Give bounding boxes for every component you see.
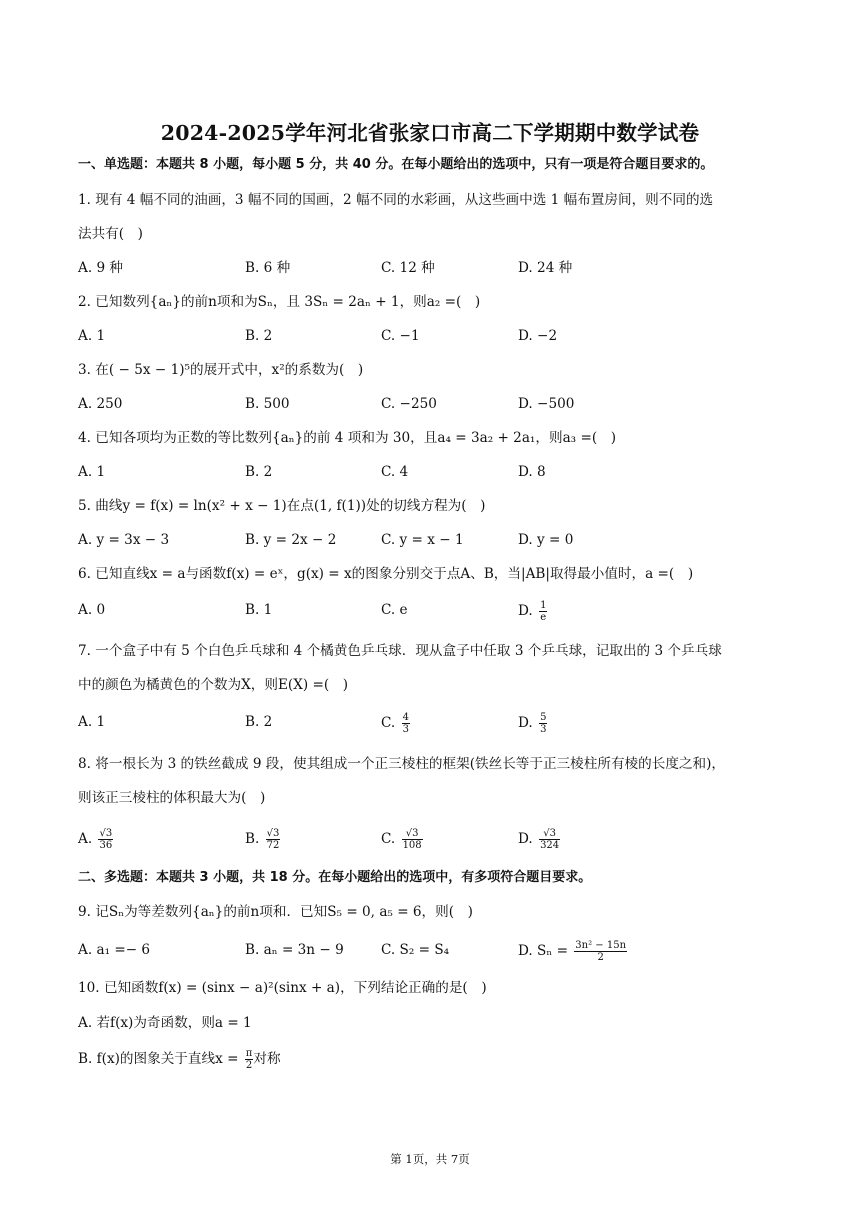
option-d-label: D. Sₙ = [518,943,573,959]
option-b: B. y = 2x − 2 [245,532,337,548]
question-10-option-b [78,1048,281,1071]
question-5-options [0,530,860,552]
option-c [381,828,423,851]
fraction [402,712,410,735]
option-a: A. a₁ =− 6 [78,942,151,958]
fraction [98,828,113,851]
question-7-text-cont: 中的颜色为橘黄色的个数为X，则E(X) =( ) [78,677,349,693]
option-b: B. 2 [245,328,273,344]
numerator: √3 [539,828,560,840]
option-b: B. 2 [245,714,273,730]
option-a: A. 1 [78,714,106,730]
option-a [78,828,113,851]
option-d: D. 8 [518,464,546,480]
option-d: D. y = 0 [518,532,574,548]
fraction [574,940,627,963]
option-b: B. 500 [245,396,290,412]
denominator: 72 [266,840,280,851]
question-3-text: 3. 在( − 5x − 1)⁵的展开式中，x²的系数为( ) [78,362,364,378]
question-8-text-cont: 则该正三棱柱的体积最大为( ) [78,790,266,806]
fraction [266,828,281,851]
question-1-text: 1. 现有 4 幅不同的油画，3 幅不同的国画，2 幅不同的水彩画，从这些画中选 1 幅布置房间，则不同的选 [78,192,714,208]
question-2-text: 2. 已知数列{aₙ}的前n项和为Sₙ，且 3Sₙ = 2aₙ + 1，则a₂ =( ) [78,294,481,310]
option-c: C. 12 种 [381,260,435,276]
option-b-label: B. [245,831,264,847]
question-1-options [0,258,860,280]
fraction [539,712,547,735]
option-d [518,712,547,735]
option-d [518,600,547,623]
question-4-options [0,462,860,484]
option-d [518,940,627,963]
question-1-text-cont: 法共有( ) [78,226,143,242]
option-d: D. −2 [518,328,558,344]
option-c-label: C. [381,715,400,731]
question-10-text: 10. 已知函数f(x) = (sinx − a)²(sinx + a)，下列结论正确的是( ) [78,980,487,996]
section-single-choice-heading: 一、单选题：本题共 8 小题，每小题 5 分，共 40 分。在每小题给出的选项中，只有一项是符合题目要求的。 [78,157,714,172]
question-9-text: 9. 记Sₙ为等差数列{aₙ}的前n项和．已知S₅ = 0, a₅ = 6，则( ) [78,904,473,920]
question-10-option-a: A. 若f(x)为奇函数，则a = 1 [78,1015,252,1031]
option-d: D. −500 [518,396,575,412]
numerator: 5 [540,712,547,723]
numerator: π [245,1048,253,1059]
question-4-text: 4. 已知各项均为正数的等比数列{aₙ}的前 4 项和为 30，且a₄ = 3a₂ + 2a₁，则a₃ =( ) [78,430,617,446]
option-b: B. 2 [245,464,273,480]
option-c: C. e [381,602,408,618]
option-c: C. S₂ = S₄ [381,942,450,958]
numerator: 1 [540,600,547,611]
denominator: 3 [540,724,547,735]
option-c-label: C. [381,831,400,847]
option-c: C. 4 [381,464,409,480]
fraction [539,828,560,851]
question-8-text: 8. 将一根长为 3 的铁丝截成 9 段，使其组成一个正三棱柱的框架(铁丝长等于正三棱柱所有棱的长度之和)， [78,756,726,772]
question-5-text: 5. 曲线y = f(x) = ln(x² + x − 1)在点(1, f(1))处的切线方程为( ) [78,498,486,514]
option-d: D. 24 种 [518,260,573,276]
denominator: 324 [540,840,560,851]
option-a: A. 250 [78,396,123,412]
denominator: 2 [245,1060,253,1071]
numerator: 4 [402,712,409,723]
option-d-label: D. [518,831,538,847]
denominator: 36 [99,840,113,851]
question-2-options [0,326,860,348]
option-a: A. y = 3x − 3 [78,532,170,548]
option-c: C. y = x − 1 [381,532,464,548]
option-c: C. −1 [381,328,420,344]
option-a-label: A. [78,831,97,847]
option-d [518,828,560,851]
page-footer: 第 1页，共 7页 [390,1152,470,1166]
option-a: A. 1 [78,328,106,344]
question-6-options [0,600,860,622]
denominator: 108 [402,840,422,851]
numerator: √3 [402,828,423,840]
option-c: C. −250 [381,396,437,412]
option-b [245,828,280,851]
option-b: B. 1 [245,602,273,618]
question-9-options [0,940,860,962]
section-multi-choice-heading: 二、多选题：本题共 3 小题，共 18 分。在每小题给出的选项中，有多项符合题目要求。 [78,870,592,885]
option-a: A. 0 [78,602,106,618]
option-b-text: B. f(x)的图象关于直线x = [78,1051,243,1067]
option-d-label: D. [518,603,538,619]
question-3-options [0,394,860,416]
question-8-options [0,828,860,850]
page-title: 2024-2025学年河北省张家口市高二下学期期中数学试卷 [160,121,700,145]
option-b: B. aₙ = 3n − 9 [245,942,344,958]
question-7-options [0,712,860,734]
option-c [381,712,410,735]
denominator: 2 [597,952,604,963]
option-d-label: D. [518,715,538,731]
option-a: A. 9 种 [78,260,124,276]
option-b: B. 6 种 [245,260,291,276]
question-7-text: 7. 一个盒子中有 5 个白色乒乓球和 4 个橘黄色乒乓球．现从盒子中任取 3 个乒乓球，记取出的 3 个乒乓球 [78,643,722,659]
question-6-text: 6. 已知直线x = a与函数f(x) = eˣ，g(x) = x的图象分别交于点A、B，当|AB|取得最小值时，a =( ) [78,566,694,582]
numerator: √3 [99,828,113,839]
option-b-text-end: 对称 [253,1051,281,1067]
numerator: √3 [266,828,280,839]
option-a: A. 1 [78,464,106,480]
fraction [539,600,547,623]
denominator: e [540,612,547,623]
numerator: 3n² − 15n [575,940,627,951]
fraction [402,828,423,851]
denominator: 3 [402,724,409,735]
